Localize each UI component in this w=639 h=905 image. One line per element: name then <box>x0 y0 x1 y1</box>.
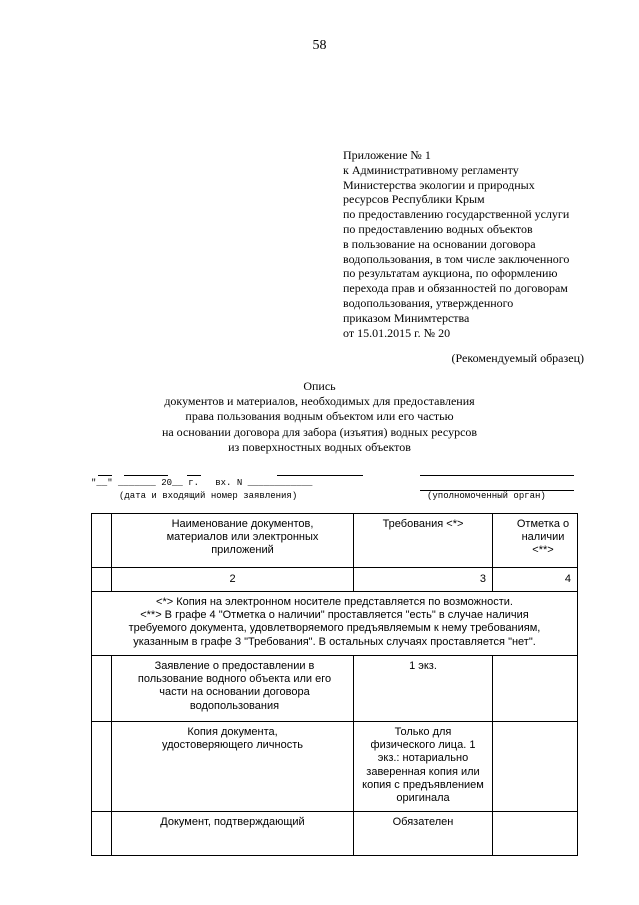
underline <box>187 475 201 476</box>
title-line: Опись <box>303 379 336 393</box>
title-line: на основании договора для забора (изъятия) водных ресурсов <box>161 424 478 439</box>
footnote-line: <*> Копия на электронном носителе представляется по возможности. <box>156 596 513 608</box>
underline <box>277 475 363 476</box>
header-mark: Отметка о наличии <**> <box>493 514 578 568</box>
row-requirement: Обязателен <box>354 812 493 856</box>
row-mark <box>493 656 578 722</box>
row-requirement: 1 экз. <box>354 656 493 722</box>
underline <box>98 475 112 476</box>
header-name: Наименование документов, материалов или электронных приложений <box>112 514 354 568</box>
footnote-line: указанным в графе 3 "Требования". В остальных случаях проставляется "нет". <box>133 635 536 648</box>
row-mark <box>493 722 578 812</box>
row-requirement: Только для физического лица. 1 экз.: нотариально заверенная копия или копия с предъявлением оригинала <box>354 722 493 812</box>
authority-caption: (уполномоченный орган) <box>427 491 546 501</box>
appendix-line: по предоставлению государственной услуги <box>343 207 570 222</box>
appendix-block <box>343 148 613 340</box>
appendix-line: перехода прав и обязанностей по договорам <box>343 281 568 296</box>
row-doc-name: Документ, подтверждающий <box>112 812 354 856</box>
row-index-cell <box>92 722 112 812</box>
header-index-cell <box>92 514 112 568</box>
colnum-2: 2 <box>112 568 354 592</box>
appendix-line: в пользование на основании договора <box>343 236 536 251</box>
underline <box>124 475 168 476</box>
row-doc-name: Копия документа, удостоверяющего личность <box>112 722 354 812</box>
row-index-cell <box>92 656 112 722</box>
appendix-line: Приложение № 1 <box>343 148 431 162</box>
recommended-sample-note: (Рекомендуемый образец) <box>451 351 584 365</box>
footnotes-cell <box>92 592 578 656</box>
appendix-line: Министерства экологии и природных <box>343 177 535 192</box>
title-line: документов и материалов, необходимых для предоставления <box>164 394 475 409</box>
title-line: из поверхностных водных объектов <box>228 439 411 454</box>
appendix-line: приказом Минимтерства <box>343 310 470 325</box>
appendix-line: водопользования, утвержденного <box>343 295 514 310</box>
row-doc-name: Заявление о предоставлении в пользование водного объекта или его части на основании договора водопользования <box>112 656 354 722</box>
page-number: 58 <box>312 38 327 53</box>
colnum-4: 4 <box>493 568 578 592</box>
underline <box>420 475 574 476</box>
documents-table <box>91 513 577 856</box>
appendix-line: к Административному регламенту <box>343 162 519 177</box>
row-index-cell <box>92 812 112 856</box>
appendix-line: водопользования, в том числе заключенного <box>343 251 570 266</box>
row-mark <box>493 812 578 856</box>
document-title <box>0 379 639 455</box>
title-line: права пользования водным объектом или его частью <box>185 409 454 424</box>
appendix-line: по предоставлению водных объектов <box>343 221 533 236</box>
appendix-line: от 15.01.2015 г. № 20 <box>343 325 451 340</box>
appendix-line: ресурсов Республики Крым <box>343 192 485 207</box>
footnote-line: <**> В графе 4 "Отметка о наличии" проставляется "есть" в случае наличия <box>140 609 529 622</box>
date-number-fields: "__" _______ 20__ г. вх. N ____________ <box>91 478 313 488</box>
colnum-index-cell <box>92 568 112 592</box>
header-requirements: Требования <*> <box>354 514 493 568</box>
appendix-line: по результатам аукциона, по оформлению <box>343 266 558 281</box>
footnote-line: требуемого документа, удовлетворяемого предъявляемым к нему требованиям, <box>128 622 541 635</box>
date-number-caption: (дата и входящий номер заявления) <box>119 491 298 501</box>
colnum-3: 3 <box>354 568 493 592</box>
